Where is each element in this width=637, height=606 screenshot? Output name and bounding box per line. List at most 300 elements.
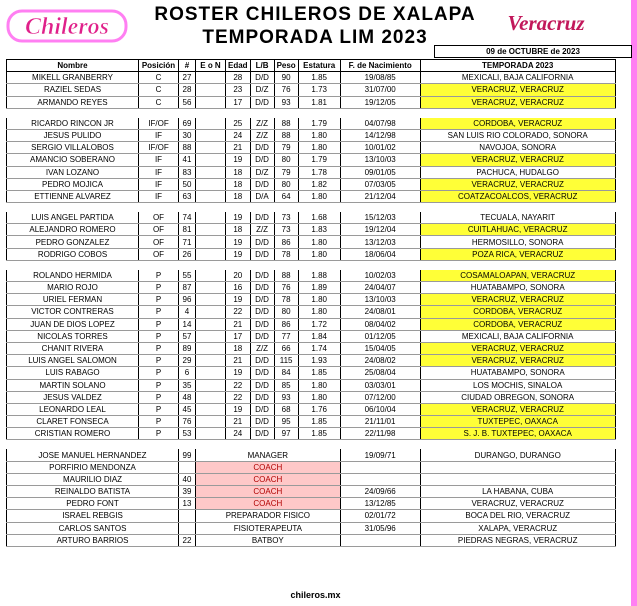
table-cell: URIEL FERMAN — [7, 294, 139, 306]
table-cell: P — [139, 391, 179, 403]
col-header: Peso — [274, 60, 298, 72]
table-cell: 21 — [226, 318, 251, 330]
table-cell: LOS MOCHIS, SINALOA — [420, 379, 615, 391]
table-cell: VERACRUZ, VERACRUZ — [420, 154, 615, 166]
table-cell: POZA RICA, VERACRUZ — [420, 248, 615, 260]
table-cell — [196, 270, 226, 282]
table-cell: 1.80 — [298, 248, 340, 260]
table-cell: 73 — [274, 224, 298, 236]
table-cell: P — [139, 367, 179, 379]
table-cell: 15/04/05 — [340, 342, 420, 354]
footer-site: chileros.mx — [290, 590, 341, 600]
table-cell: D/D — [250, 318, 274, 330]
table-cell: 71 — [179, 236, 196, 248]
table-cell — [196, 84, 226, 96]
table-row — [7, 154, 616, 166]
table-cell: LUIS ANGEL PARTIDA — [7, 212, 139, 224]
table-cell: IF — [139, 178, 179, 190]
table-cell: 17 — [226, 96, 251, 108]
table-cell: D/D — [250, 355, 274, 367]
table-cell: 29 — [179, 355, 196, 367]
table-cell: 40 — [179, 473, 196, 485]
header — [0, 0, 631, 66]
table-cell: 21/11/01 — [340, 416, 420, 428]
table-row — [7, 306, 616, 318]
table-cell: VERACRUZ, VERACRUZ — [420, 178, 615, 190]
table-cell: 115 — [274, 355, 298, 367]
table-cell: 96 — [179, 294, 196, 306]
table-cell: 19/09/71 — [340, 449, 420, 461]
table-cell: 35 — [179, 379, 196, 391]
table-cell — [196, 129, 226, 141]
table-cell: Z/Z — [250, 342, 274, 354]
table-cell: 1.80 — [298, 129, 340, 141]
roster-table — [6, 59, 616, 547]
table-row — [7, 282, 616, 294]
table-cell: OF — [139, 212, 179, 224]
table-cell: CARLOS SANTOS — [7, 522, 179, 534]
table-cell: 86 — [274, 236, 298, 248]
table-cell: 22/11/98 — [340, 428, 420, 440]
table-cell: P — [139, 282, 179, 294]
table-cell: 87 — [179, 282, 196, 294]
table-cell: 24 — [226, 129, 251, 141]
table-cell: 1.79 — [298, 118, 340, 130]
table-cell: JOSE MANUEL HERNANDEZ — [7, 449, 179, 461]
col-header: L/B — [250, 60, 274, 72]
table-cell: CIUDAD OBREGON, SONORA — [420, 391, 615, 403]
table-cell: 56 — [179, 96, 196, 108]
table-cell: MANAGER — [196, 449, 341, 461]
table-cell: 16 — [226, 282, 251, 294]
table-row — [7, 190, 616, 202]
table-cell: 18 — [226, 342, 251, 354]
table-cell: 19 — [226, 154, 251, 166]
table-cell: D/D — [250, 391, 274, 403]
table-cell: 06/10/04 — [340, 403, 420, 415]
table-cell: 08/04/02 — [340, 318, 420, 330]
table-cell: D/D — [250, 282, 274, 294]
table-cell: 41 — [179, 154, 196, 166]
table-cell: 1.78 — [298, 166, 340, 178]
table-cell: 24 — [226, 428, 251, 440]
table-cell: 21 — [226, 142, 251, 154]
table-cell: 1.85 — [298, 416, 340, 428]
table-cell: P — [139, 379, 179, 391]
table-cell: 1.80 — [298, 391, 340, 403]
table-cell: 28 — [226, 72, 251, 84]
table-cell: Z/Z — [250, 118, 274, 130]
section-gap — [7, 203, 616, 213]
table-cell: 1.88 — [298, 270, 340, 282]
table-cell: 20 — [226, 270, 251, 282]
table-cell — [196, 248, 226, 260]
table-cell — [196, 330, 226, 342]
table-row — [7, 416, 616, 428]
table-cell: S. J. B. TUXTEPEC, OAXACA — [420, 428, 615, 440]
table-row — [7, 84, 616, 96]
col-header: Posición — [139, 60, 179, 72]
table-cell: OF — [139, 224, 179, 236]
table-cell: Z/Z — [250, 224, 274, 236]
table-row — [7, 294, 616, 306]
table-cell: VERACRUZ, VERACRUZ — [420, 498, 615, 510]
table-cell: CHANIT RIVERA — [7, 342, 139, 354]
table-cell: COSAMALOAPAN, VERACRUZ — [420, 270, 615, 282]
table-cell: 31/05/96 — [340, 522, 420, 534]
staff-row — [7, 510, 616, 522]
table-cell: 13/10/03 — [340, 294, 420, 306]
table-cell — [196, 318, 226, 330]
table-cell: 6 — [179, 367, 196, 379]
table-cell: RODRIGO COBOS — [7, 248, 139, 260]
table-cell: MARTIN SOLANO — [7, 379, 139, 391]
table-cell: SERGIO VILLALOBOS — [7, 142, 139, 154]
table-cell: D/A — [250, 190, 274, 202]
table-cell: 80 — [274, 306, 298, 318]
table-cell: 1.73 — [298, 84, 340, 96]
table-cell: 24/04/07 — [340, 282, 420, 294]
table-cell: 1.68 — [298, 212, 340, 224]
table-cell: 13 — [179, 498, 196, 510]
table-cell: CORDOBA, VERACRUZ — [420, 118, 615, 130]
table-cell: 1.82 — [298, 178, 340, 190]
table-cell: 1.80 — [298, 294, 340, 306]
col-header: Nombre — [7, 60, 139, 72]
table-cell: CORDOBA, VERACRUZ — [420, 318, 615, 330]
table-cell: 19 — [226, 236, 251, 248]
table-cell: COACH — [196, 473, 341, 485]
table-cell: IVAN LOZANO — [7, 166, 139, 178]
table-cell: VERACRUZ, VERACRUZ — [420, 96, 615, 108]
table-cell: 1.85 — [298, 428, 340, 440]
table-cell — [420, 461, 615, 473]
table-cell: 24/09/66 — [340, 486, 420, 498]
table-cell: 83 — [179, 166, 196, 178]
table-cell: Z/Z — [250, 129, 274, 141]
table-cell — [196, 428, 226, 440]
table-cell: D/D — [250, 270, 274, 282]
table-cell: D/D — [250, 294, 274, 306]
table-cell: D/D — [250, 379, 274, 391]
table-cell — [196, 96, 226, 108]
table-cell: DURANGO, DURANGO — [420, 449, 615, 461]
table-cell: VERACRUZ, VERACRUZ — [420, 342, 615, 354]
table-cell: 90 — [274, 72, 298, 84]
table-cell: COACH — [196, 461, 341, 473]
table-cell — [420, 473, 615, 485]
table-cell: P — [139, 330, 179, 342]
table-cell: MAURILIO DIAZ — [7, 473, 179, 485]
table-cell: C — [139, 96, 179, 108]
table-cell: BOCA DEL RIO, VERACRUZ — [420, 510, 615, 522]
table-cell: 25/08/04 — [340, 367, 420, 379]
table-cell: 79 — [274, 142, 298, 154]
table-row — [7, 270, 616, 282]
table-cell — [179, 522, 196, 534]
table-cell: 1.80 — [298, 142, 340, 154]
table-cell: HUATABAMPO, SONORA — [420, 282, 615, 294]
table-cell: 57 — [179, 330, 196, 342]
table-cell — [179, 461, 196, 473]
table-cell: 18/06/04 — [340, 248, 420, 260]
table-row — [7, 318, 616, 330]
table-cell: ARTURO BARRIOS — [7, 534, 179, 546]
table-row — [7, 72, 616, 84]
table-cell: 74 — [179, 212, 196, 224]
table-cell: 53 — [179, 428, 196, 440]
table-row — [7, 391, 616, 403]
table-cell: 93 — [274, 391, 298, 403]
table-cell: 88 — [179, 142, 196, 154]
table-cell: 27 — [179, 72, 196, 84]
table-cell: 64 — [274, 190, 298, 202]
table-cell: FISIOTERAPEUTA — [196, 522, 341, 534]
table-cell — [340, 473, 420, 485]
table-cell: REINALDO BATISTA — [7, 486, 179, 498]
table-cell — [196, 178, 226, 190]
table-cell: PORFIRIO MENDONZA — [7, 461, 179, 473]
table-cell: 24/08/01 — [340, 306, 420, 318]
table-cell: XALAPA, VERACRUZ — [420, 522, 615, 534]
table-cell: 88 — [274, 118, 298, 130]
table-cell: 1.84 — [298, 330, 340, 342]
col-header: E o N — [196, 60, 226, 72]
table-cell: P — [139, 270, 179, 282]
table-cell — [196, 212, 226, 224]
table-cell: D/D — [250, 306, 274, 318]
table-cell: IF/OF — [139, 118, 179, 130]
table-cell: P — [139, 318, 179, 330]
col-header: F. de Nacimiento — [340, 60, 420, 72]
col-header: # — [179, 60, 196, 72]
table-cell: D/D — [250, 428, 274, 440]
table-cell: 24/08/02 — [340, 355, 420, 367]
table-cell: 19/12/04 — [340, 224, 420, 236]
table-cell: 19 — [226, 248, 251, 260]
table-cell: 1.93 — [298, 355, 340, 367]
table-row — [7, 355, 616, 367]
section-gap — [7, 260, 616, 270]
table-cell: LEONARDO LEAL — [7, 403, 139, 415]
table-cell: 18 — [226, 178, 251, 190]
table-row — [7, 96, 616, 108]
table-cell: 88 — [274, 129, 298, 141]
table-cell: 88 — [274, 270, 298, 282]
table-cell: 80 — [274, 154, 298, 166]
table-cell: 4 — [179, 306, 196, 318]
table-cell: P — [139, 403, 179, 415]
col-header: Estatura — [298, 60, 340, 72]
table-cell: 48 — [179, 391, 196, 403]
table-cell: 13/12/85 — [340, 498, 420, 510]
table-row — [7, 248, 616, 260]
table-cell: 19 — [226, 212, 251, 224]
table-cell: ROLANDO HERMIDA — [7, 270, 139, 282]
table-cell: LUIS RABAGO — [7, 367, 139, 379]
table-cell: PREPARADOR FISICO — [196, 510, 341, 522]
table-cell — [196, 236, 226, 248]
table-cell: VERACRUZ, VERACRUZ — [420, 84, 615, 96]
season-title: TEMPORADA LIM 2023 — [202, 27, 428, 48]
table-cell: NAVOJOA, SONORA — [420, 142, 615, 154]
table-cell: C — [139, 72, 179, 84]
table-cell: VERACRUZ, VERACRUZ — [420, 355, 615, 367]
table-cell: 1.81 — [298, 96, 340, 108]
table-cell: D/D — [250, 212, 274, 224]
staff-row — [7, 498, 616, 510]
table-cell: 10/02/03 — [340, 270, 420, 282]
table-cell: ISRAEL REBGIS — [7, 510, 179, 522]
section-gap — [7, 440, 616, 450]
table-cell: OF — [139, 248, 179, 260]
table-cell — [196, 154, 226, 166]
table-cell: COACH — [196, 486, 341, 498]
table-row — [7, 236, 616, 248]
table-cell: D/D — [250, 72, 274, 84]
table-cell — [196, 166, 226, 178]
staff-row — [7, 449, 616, 461]
table-cell: 18 — [226, 166, 251, 178]
table-cell: BATBOY — [196, 534, 341, 546]
table-cell: VICTOR CONTRERAS — [7, 306, 139, 318]
table-row — [7, 367, 616, 379]
table-cell: P — [139, 306, 179, 318]
table-cell: 1.85 — [298, 367, 340, 379]
staff-row — [7, 473, 616, 485]
table-cell: 19 — [226, 294, 251, 306]
table-cell: COATZACOALCOS, VERACRUZ — [420, 190, 615, 202]
table-cell: PEDRO GONZALEZ — [7, 236, 139, 248]
table-cell: 23 — [226, 84, 251, 96]
table-cell: D/D — [250, 416, 274, 428]
table-row — [7, 118, 616, 130]
table-cell: P — [139, 355, 179, 367]
table-cell: P — [139, 428, 179, 440]
table-cell: 77 — [274, 330, 298, 342]
table-cell: 17 — [226, 330, 251, 342]
table-cell: D/D — [250, 142, 274, 154]
table-cell: P — [139, 342, 179, 354]
table-cell: D/Z — [250, 166, 274, 178]
table-cell: 1.76 — [298, 403, 340, 415]
table-cell — [196, 72, 226, 84]
table-cell: 22 — [179, 534, 196, 546]
table-cell: LA HABANA, CUBA — [420, 486, 615, 498]
table-cell: 15/12/03 — [340, 212, 420, 224]
table-cell: AMANCIO SOBERANO — [7, 154, 139, 166]
table-cell: D/D — [250, 154, 274, 166]
table-cell: TUXTEPEC, OAXACA — [420, 416, 615, 428]
table-cell: 76 — [274, 282, 298, 294]
table-cell — [340, 461, 420, 473]
table-cell: NICOLAS TORRES — [7, 330, 139, 342]
table-cell: 84 — [274, 367, 298, 379]
table-row — [7, 178, 616, 190]
table-cell: ARMANDO REYES — [7, 96, 139, 108]
table-cell — [196, 118, 226, 130]
table-cell: 85 — [274, 379, 298, 391]
table-cell — [196, 282, 226, 294]
table-cell: 50 — [179, 178, 196, 190]
table-cell: CRISTIAN ROMERO — [7, 428, 139, 440]
table-cell: JESUS PULIDO — [7, 129, 139, 141]
table-cell: PACHUCA, HUDALGO — [420, 166, 615, 178]
table-cell: 73 — [274, 212, 298, 224]
table-cell: PIEDRAS NEGRAS, VERACRUZ — [420, 534, 615, 546]
table-cell — [340, 534, 420, 546]
table-cell — [196, 416, 226, 428]
table-cell: 19/12/05 — [340, 96, 420, 108]
staff-row — [7, 486, 616, 498]
table-cell: JESUS VALDEZ — [7, 391, 139, 403]
table-row — [7, 129, 616, 141]
table-cell: 93 — [274, 96, 298, 108]
table-cell: 1.83 — [298, 224, 340, 236]
table-cell: IF — [139, 129, 179, 141]
table-cell: D/D — [250, 236, 274, 248]
table-cell: D/D — [250, 178, 274, 190]
table-cell: 89 — [179, 342, 196, 354]
table-cell: D/D — [250, 403, 274, 415]
table-cell: 81 — [179, 224, 196, 236]
table-cell: VERACRUZ, VERACRUZ — [420, 294, 615, 306]
table-cell: CORDOBA, VERACRUZ — [420, 306, 615, 318]
table-cell — [196, 367, 226, 379]
table-cell: 22 — [226, 379, 251, 391]
table-cell: 10/01/02 — [340, 142, 420, 154]
table-cell: 03/03/01 — [340, 379, 420, 391]
table-row — [7, 224, 616, 236]
table-cell: 04/07/98 — [340, 118, 420, 130]
col-header: Edad — [226, 60, 251, 72]
table-cell: 31/07/00 — [340, 84, 420, 96]
table-cell — [196, 224, 226, 236]
staff-row — [7, 534, 616, 546]
table-cell — [196, 190, 226, 202]
table-cell: 66 — [274, 342, 298, 354]
table-cell: IF — [139, 166, 179, 178]
table-cell: 13/10/03 — [340, 154, 420, 166]
table-cell: 78 — [274, 248, 298, 260]
table-row — [7, 330, 616, 342]
table-cell: 30 — [179, 129, 196, 141]
table-cell: 07/03/05 — [340, 178, 420, 190]
table-cell: 22 — [226, 306, 251, 318]
table-cell: 14/12/98 — [340, 129, 420, 141]
table-cell: HERMOSILLO, SONORA — [420, 236, 615, 248]
table-cell: 02/01/72 — [340, 510, 420, 522]
table-cell: HUATABAMPO, SONORA — [420, 367, 615, 379]
table-cell — [196, 142, 226, 154]
table-cell — [196, 306, 226, 318]
staff-row — [7, 461, 616, 473]
table-cell: 19/08/85 — [340, 72, 420, 84]
table-cell: P — [139, 416, 179, 428]
table-cell: ALEJANDRO ROMERO — [7, 224, 139, 236]
table-cell: TECUALA, NAYARIT — [420, 212, 615, 224]
table-cell: IF/OF — [139, 142, 179, 154]
table-cell: 1.80 — [298, 379, 340, 391]
table-cell: 21/12/04 — [340, 190, 420, 202]
table-cell: 76 — [274, 84, 298, 96]
table-cell: IF — [139, 190, 179, 202]
table-cell: 45 — [179, 403, 196, 415]
table-cell: 78 — [274, 294, 298, 306]
table-cell: 99 — [179, 449, 196, 461]
table-cell: VERACRUZ, VERACRUZ — [420, 403, 615, 415]
table-cell: COACH — [196, 498, 341, 510]
